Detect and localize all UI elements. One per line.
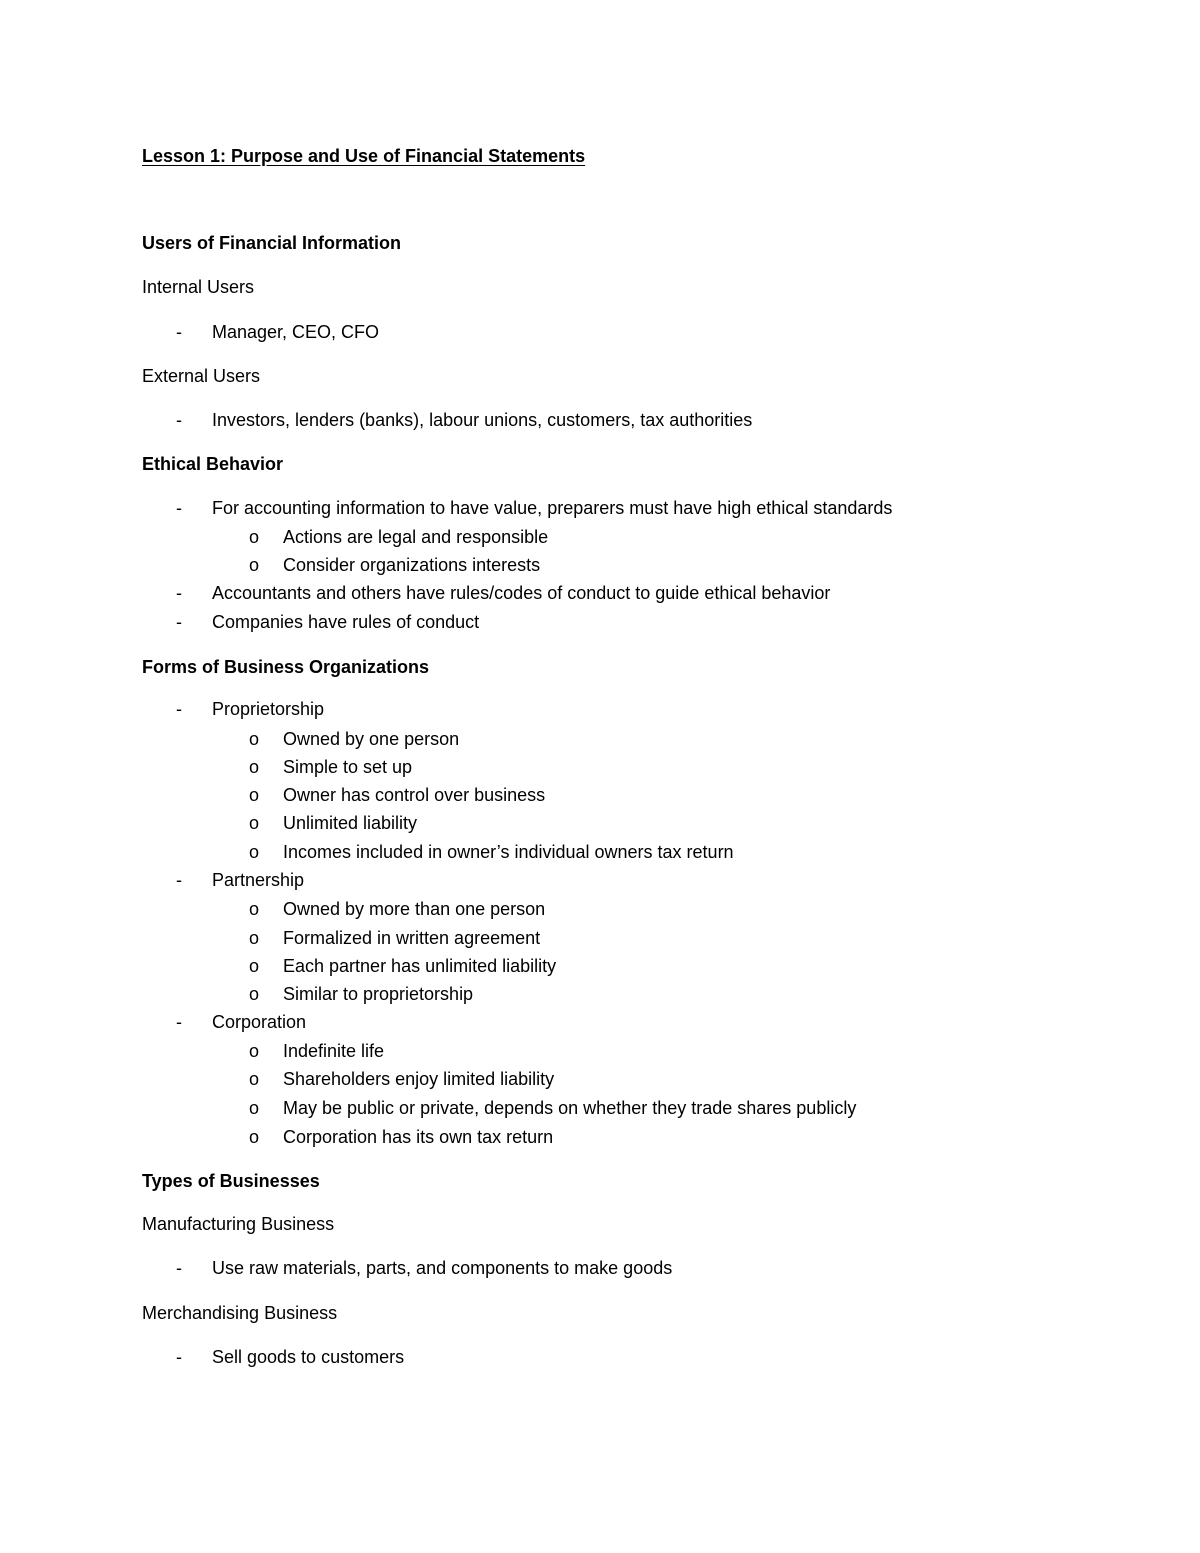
dash-marker: -	[176, 699, 182, 719]
list-item-internal-users: Manager, CEO, CFO	[212, 322, 380, 342]
dash-marker: -	[176, 1347, 182, 1367]
sub-list-item: Unlimited liability	[283, 813, 418, 833]
circle-marker: o	[249, 842, 260, 862]
circle-marker: o	[249, 1041, 260, 1061]
manufacturing-label: Manufacturing Business	[142, 1214, 335, 1234]
list-item-corporation: Corporation	[212, 1012, 307, 1032]
sub-list-item: Incomes included in owner’s individual owners tax return	[283, 842, 734, 862]
circle-marker: o	[249, 729, 260, 749]
list-item-manufacturing: Use raw materials, parts, and components to make goods	[212, 1258, 673, 1278]
circle-marker: o	[249, 555, 260, 575]
circle-marker: o	[249, 956, 260, 976]
section-heading-ethics: Ethical Behavior	[142, 454, 284, 474]
dash-marker: -	[176, 498, 182, 518]
circle-marker: o	[249, 527, 260, 547]
circle-marker: o	[249, 1098, 260, 1118]
sub-list-item: Indefinite life	[283, 1041, 385, 1061]
section-heading-forms: Forms of Business Organizations	[142, 657, 430, 677]
sub-list-item: May be public or private, depends on whether they trade shares publicly	[283, 1098, 857, 1118]
dash-marker: -	[176, 583, 182, 603]
sub-list-item: Similar to proprietorship	[283, 984, 474, 1004]
circle-marker: o	[249, 899, 260, 919]
external-users-label: External Users	[142, 366, 261, 386]
list-item-partnership: Partnership	[212, 870, 305, 890]
sub-list-item: Each partner has unlimited liability	[283, 956, 557, 976]
sub-list-item: Corporation has its own tax return	[283, 1127, 554, 1147]
list-item-ethics: Companies have rules of conduct	[212, 612, 480, 632]
circle-marker: o	[249, 1069, 260, 1089]
dash-marker: -	[176, 410, 182, 430]
circle-marker: o	[249, 757, 260, 777]
circle-marker: o	[249, 785, 260, 805]
dash-marker: -	[176, 612, 182, 632]
section-heading-types: Types of Businesses	[142, 1171, 320, 1191]
document-title: Lesson 1: Purpose and Use of Financial Statements	[142, 146, 586, 166]
sub-list-item: Owned by more than one person	[283, 899, 546, 919]
sub-list-item-ethics: Consider organizations interests	[283, 555, 541, 575]
sub-list-item: Owned by one person	[283, 729, 460, 749]
sub-list-item: Formalized in written agreement	[283, 928, 541, 948]
list-item-external-users: Investors, lenders (banks), labour unions, customers, tax authorities	[212, 410, 753, 430]
list-item-ethics: For accounting information to have value, preparers must have high ethical standards	[212, 498, 893, 518]
sub-list-item: Owner has control over business	[283, 785, 546, 805]
list-item-proprietorship: Proprietorship	[212, 699, 325, 719]
circle-marker: o	[249, 984, 260, 1004]
sub-list-item: Shareholders enjoy limited liability	[283, 1069, 555, 1089]
sub-list-item-ethics: Actions are legal and responsible	[283, 527, 549, 547]
internal-users-label: Internal Users	[142, 277, 255, 297]
dash-marker: -	[176, 1258, 182, 1278]
merchandising-label: Merchandising Business	[142, 1303, 338, 1323]
section-heading-users: Users of Financial Information	[142, 233, 402, 253]
circle-marker: o	[249, 1127, 260, 1147]
circle-marker: o	[249, 813, 260, 833]
dash-marker: -	[176, 322, 182, 342]
dash-marker: -	[176, 1012, 182, 1032]
dash-marker: -	[176, 870, 182, 890]
list-item-merchandising: Sell goods to customers	[212, 1347, 405, 1367]
sub-list-item: Simple to set up	[283, 757, 413, 777]
list-item-ethics: Accountants and others have rules/codes of conduct to guide ethical behavior	[212, 583, 831, 603]
circle-marker: o	[249, 928, 260, 948]
